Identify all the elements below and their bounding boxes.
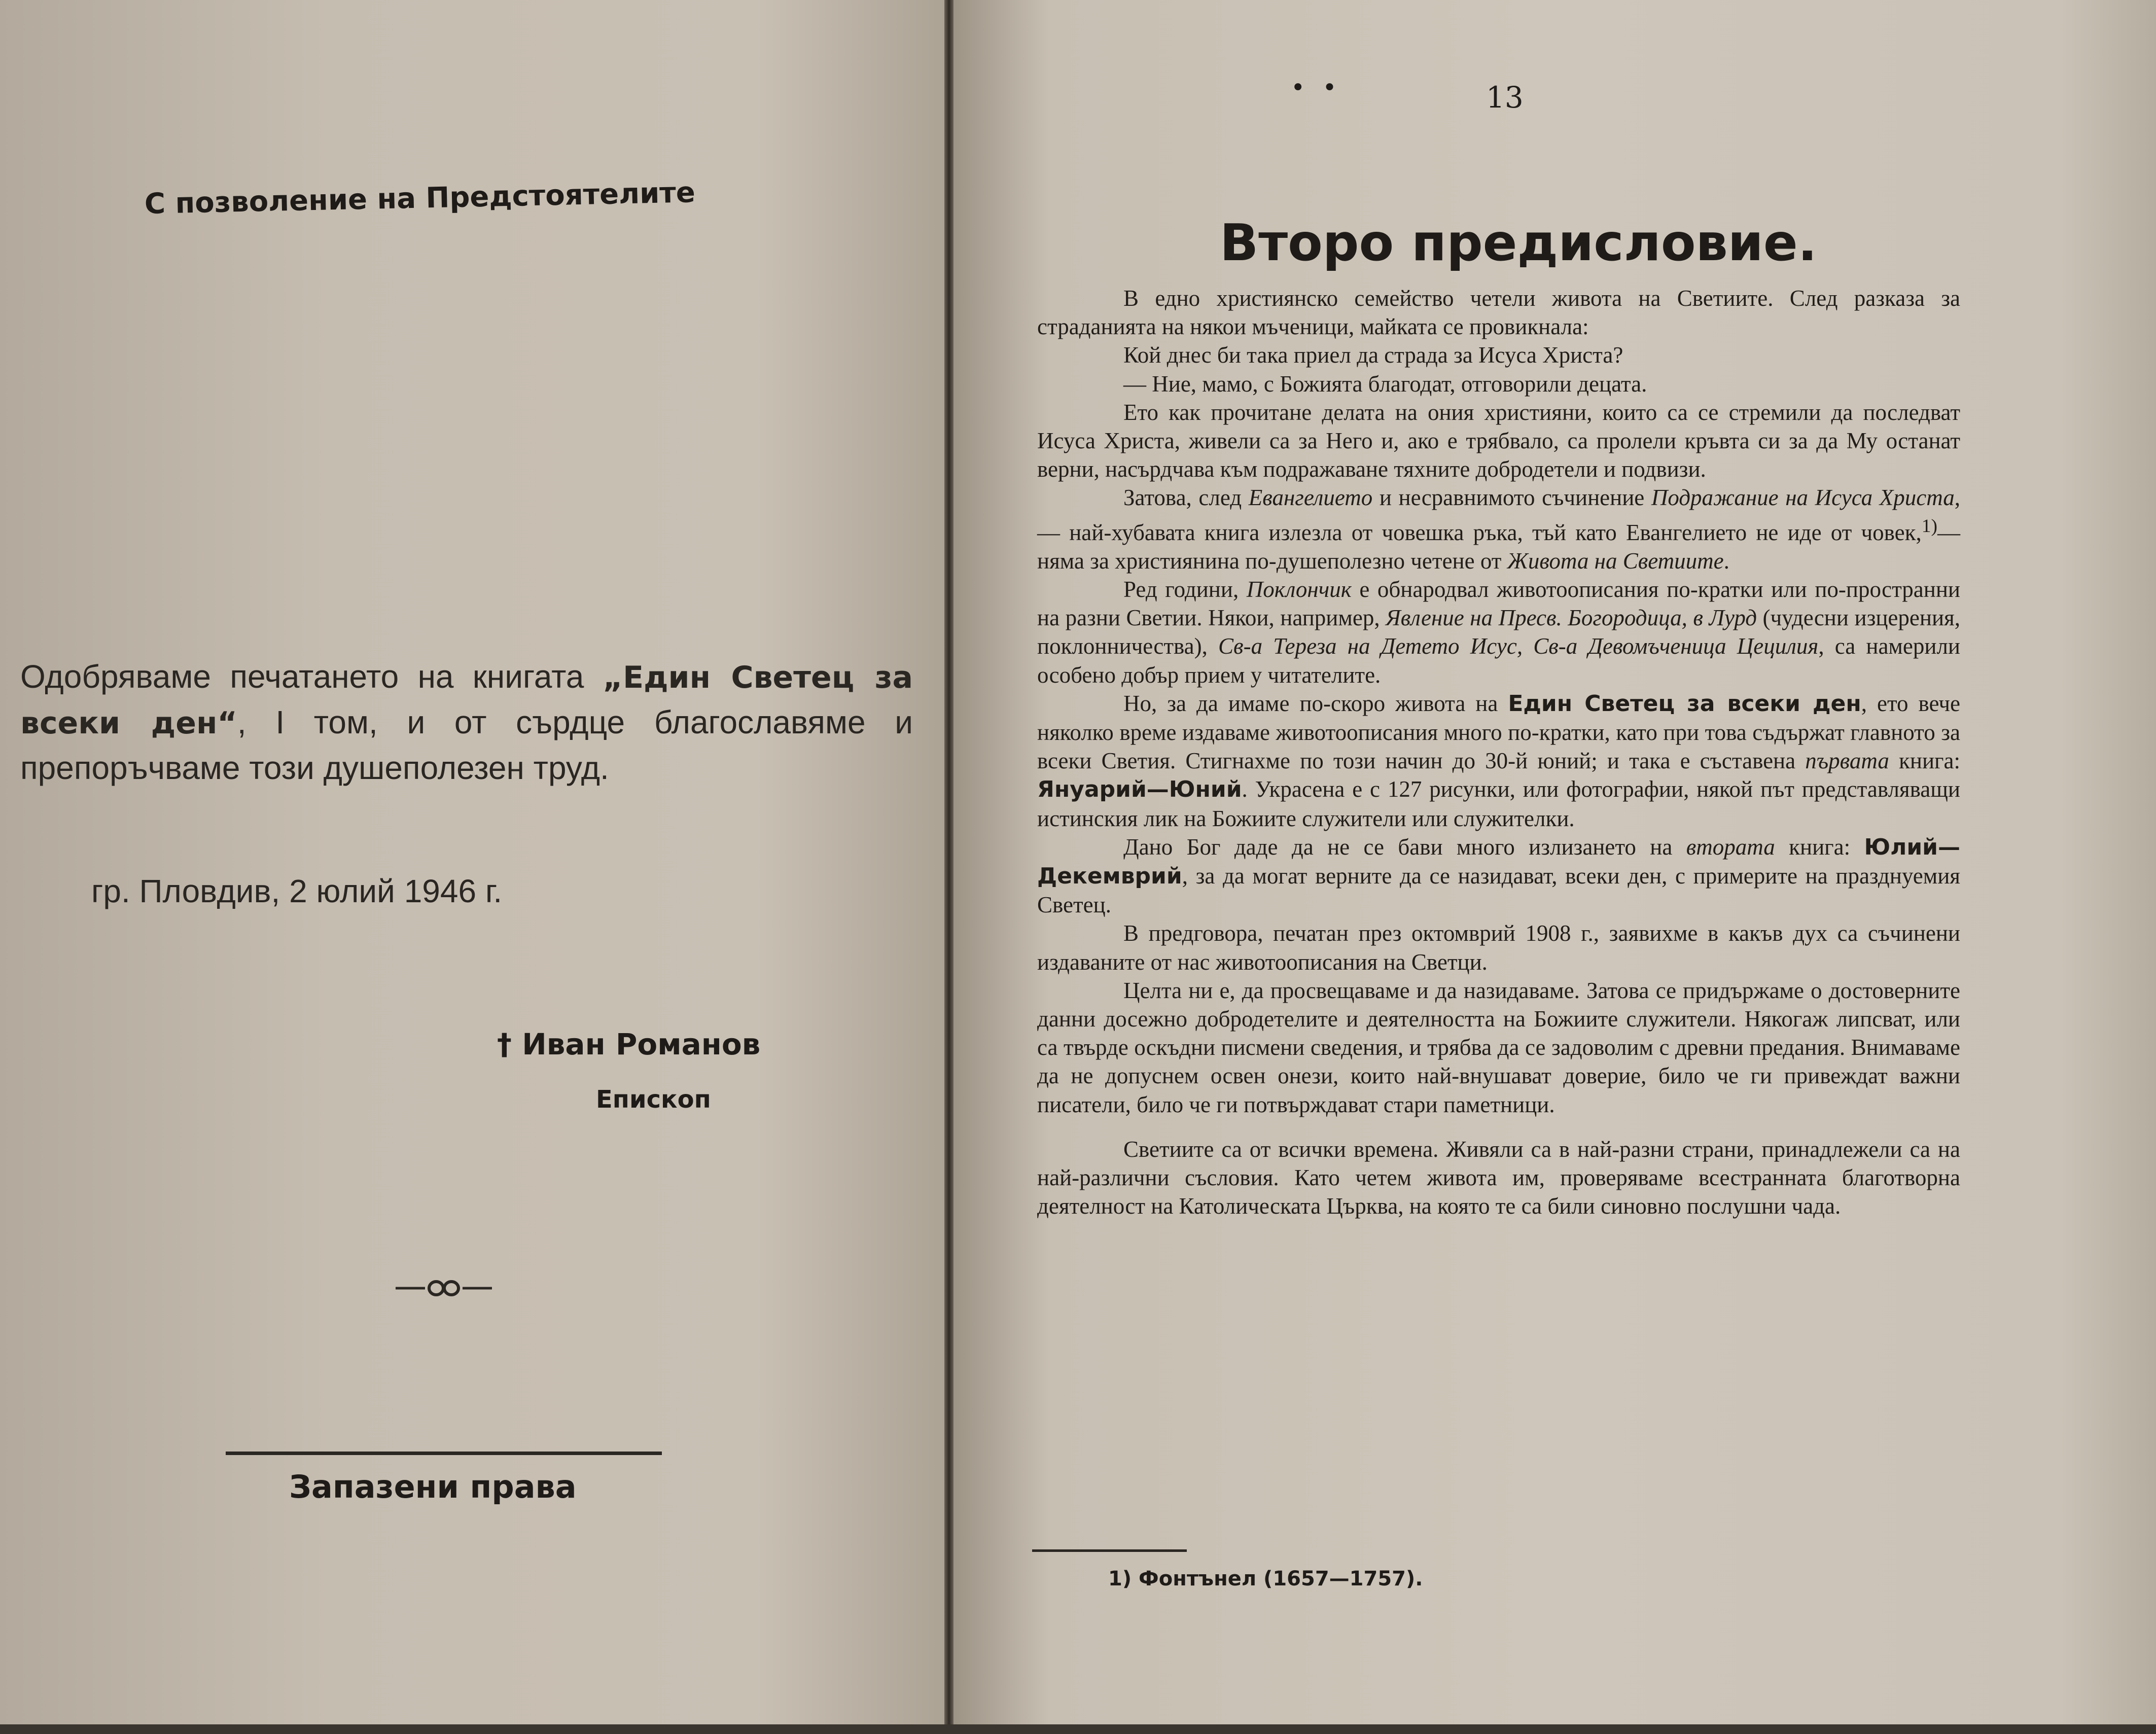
p6-text: Ред години, xyxy=(1123,577,1247,603)
paragraph-10: Целта ни е, да просвещаваме и да назидаваме. Затова се придържаме о достоверните данни досежно добродетелите и деятелността на Божиите служители. Някогаж липсват, или са твърде оскъдни писмени сведения, и трябва да се задоволим с древни предания. Внимаваме да не допуснем освен онези, които най-внушават доверие, било че ги привеждат важни писатели, било че ги потвърждават стари паметници. xyxy=(1037,977,1960,1117)
place-date: гр. Пловдив, 2 юлий 1946 г. xyxy=(91,873,503,909)
p5-text: ,— най-хубавата книга излезла от човешка ръка, тъй като Евангелието не иде от човек, xyxy=(1037,485,1960,545)
p7-text: , ето вече няколко време издаваме животоописания много по-кратки, като при това съдържат главното за всеки Светия. Стигнахме по този начин до 30-й юний; и така е съставена xyxy=(1037,690,1960,774)
bishop-title: Епископ xyxy=(596,1085,711,1114)
rights-rule xyxy=(226,1452,662,1455)
p6-lourdes: Явление на Пресв. Богородица, в Лурд xyxy=(1386,605,1757,631)
paragraph-8 xyxy=(1037,833,1960,919)
p8-text: , за да могат верните да се назидават, всеки ден, с примерите на празднуемия Светец. xyxy=(1037,863,1960,918)
p8-text: Дано Бог даде да не се бави много излизането на xyxy=(1123,834,1686,860)
p5-text: —няма за християнина по-душеполезно четене от xyxy=(1037,519,1960,574)
p5-text: . xyxy=(1723,548,1729,574)
footnote: 1) Фонтънел (1657—1757). xyxy=(1108,1567,1423,1590)
p6-text: (чудесни изцерения, поклонничества), xyxy=(1037,605,1960,659)
p8-text: книга: xyxy=(1775,834,1864,860)
footnote-marker: 1) xyxy=(1921,515,1937,537)
p6-text: е обнародвал животоописания по-кратки или по-пространни на разни Светии. Някои, например, xyxy=(1037,577,1960,631)
p5-gospel: Евангелието xyxy=(1248,485,1373,511)
p5-text: Затова, след xyxy=(1123,485,1249,511)
left-page xyxy=(0,0,944,1724)
paragraph-9: В предговора, печатан през октомврий 1908 г., заявихме в какъв дух са съчинени издаваните от нас животоописания на Светци. xyxy=(1037,921,1960,975)
chapter-title: Второ предисловие. xyxy=(1220,213,1817,272)
p6-publisher: Поклончик xyxy=(1246,577,1352,603)
bottom-edge xyxy=(0,1724,2156,1734)
p7-text: Но, за да имаме по-скоро живота на xyxy=(1123,690,1508,716)
p7-book-title: Един Светец за всеки ден xyxy=(1508,690,1861,717)
approval-text-after: , I том, и от сърдце благославяме и препоръчваме този душеполезен труд. xyxy=(20,704,913,786)
permission-line: С позволение на Предстоятелите xyxy=(144,176,696,221)
paragraph-gap xyxy=(1037,1119,1960,1135)
gutter xyxy=(944,0,953,1734)
paragraph-3: — Ние, мамо, с Божията благодат, отговорили децата. xyxy=(1123,371,1647,397)
p7-volume-range: Януарий—Юний xyxy=(1037,776,1242,803)
p5-imitation-title: Подражание на Исуса Христа xyxy=(1651,485,1955,511)
bishop-name: † Иван Романов xyxy=(497,1027,761,1061)
paragraph-1: В едно християнско семейство четели живота на Светиите. След разказа за страданията на някои мъченици, майката се провикнала: xyxy=(1037,286,1960,340)
p5-lives-of-saints: Живота на Светиите xyxy=(1507,548,1724,574)
p7-first: първата xyxy=(1805,748,1889,774)
p6-text: , са намерили особено добър прием у читателите. xyxy=(1037,633,1960,688)
header-dots: •• xyxy=(1291,74,1354,102)
page-number: 13 xyxy=(1486,80,1524,115)
body-text xyxy=(1037,284,1960,1221)
approval-book-title: „Един Светец за всеки ден“ xyxy=(20,660,913,741)
paragraph-2: Кой днес би така приел да страда за Исуса Христа? xyxy=(1123,342,1623,368)
p7-text: . Украсена е с 127 рисунки, или фотографии, някой път представляващи истинския лик на Божиите служители или служителки. xyxy=(1037,776,1960,831)
p7-text: книга: xyxy=(1889,748,1960,774)
rights-reserved: Запазени права xyxy=(289,1468,577,1505)
p6-saints-titles: Св-а Тереза на Детето Исус, Св-а Девомъченица Цецилия xyxy=(1218,633,1819,659)
paragraph-5 xyxy=(1037,483,1960,575)
approval-text-before: Одобряваме печатането на книгата xyxy=(20,658,603,695)
paragraph-6 xyxy=(1037,575,1960,689)
p5-text: и несравнимото съчинение xyxy=(1372,485,1651,511)
p8-second: втората xyxy=(1686,834,1775,860)
footnote-rule xyxy=(1032,1549,1187,1552)
p8-volume-range: Юлий—Декемврий xyxy=(1037,834,1960,890)
paragraph-7 xyxy=(1037,689,1960,833)
paragraph-4: Ето как прочитане делата на ония християни, които са се стремили да последват Исуса Христа, живели са за Него и, ако е трябвало, са пролели кръвта си за да Му останат верни, насърдчава към подражаване тяхните добродетели и подвизи. xyxy=(1037,399,1960,482)
paragraph-11: Светиите са от всички времена. Живяли са в най-разни страни, принадлежели са на най-различни съсловия. Като четем живота им, проверяваме всестранната благотворна деятелност на Католическата Църква, на която те са били синовно послушни чада. xyxy=(1037,1136,1960,1219)
ornament-divider-icon xyxy=(396,1276,492,1301)
approval-paragraph xyxy=(20,654,913,790)
